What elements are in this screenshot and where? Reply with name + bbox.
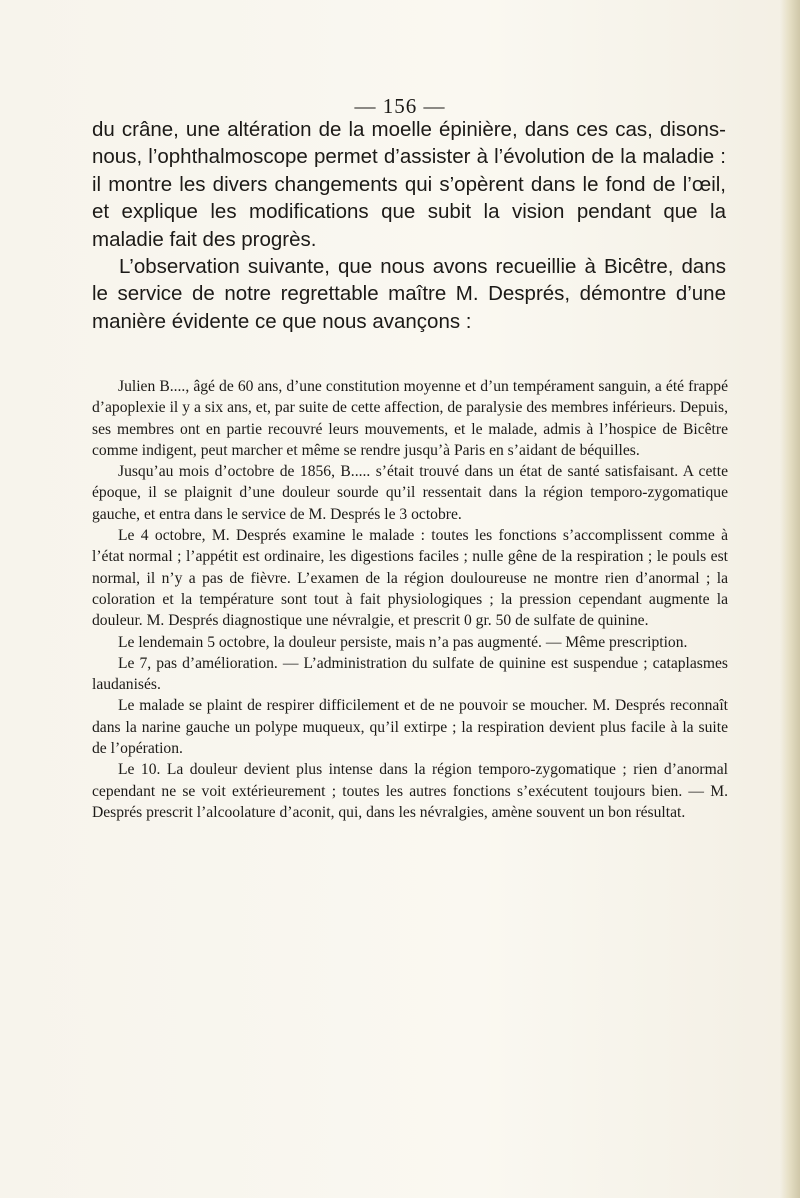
observation-paragraph-4: Le lendemain 5 octobre, la douleur persiste, mais n’a pas augmenté. — Même prescription. <box>118 633 688 651</box>
lead-paragraph-2: L’observation suivante, que nous avons recueillie à Bicêtre, dans le service de notre regrettable maître M. Després, démontre d’une manière évidente ce que nous avançons : <box>92 255 726 333</box>
observation-paragraph-3: Le 4 octobre, M. Després examine le malade : toutes les fonctions s’accomplissent comme à l’état normal ; l’appétit est ordinaire, les digestions faciles ; nulle gêne de la respiration ; le pouls est normal, il n’y a pas de fièvre. L’examen de la région douloureuse ne montre rien d’anormal ; la coloration et la température sont tout à fait physiologiques ; la pression cependant augmente la douleur. M. Després diagnostique une névralgie, et prescrit 0 gr. 50 de sulfate de quinine. <box>92 527 728 630</box>
observation-paragraph-2: Jusqu’au mois d’octobre de 1856, B..... s’était trouvé dans un état de santé satisfaisant. A cette époque, il se plaignit d’une douleur sourde qu’il ressentait dans la région temporo-zygomatique gauche, et entra dans le service de M. Després le 3 octobre. <box>92 463 728 523</box>
page-edge-shadow <box>780 0 800 1198</box>
observation-paragraph-1: Julien B...., âgé de 60 ans, d’une constitution moyenne et d’un tempérament sanguin, a été frappé d’apoplexie il y a six ans, et, par suite de cette affection, de paralysie des membres inférieurs. Depuis, ses membres ont en partie recouvré leurs mouvements, et le malade, admis à l’hospice de Bicêtre comme indigent, peut marcher et même se rendre jusqu’à Paris en s’aidant de béquilles. <box>92 378 728 459</box>
observation-paragraph-5: Le 7, pas d’amélioration. — L’administration du sulfate de quinine est suspendue ; cataplasmes laudanisés. <box>92 654 728 694</box>
lead-paragraph-1: du crâne, une altération de la moelle épinière, dans ces cas, disons-nous, l’ophthalmoscope permet d’assister à l’évolution de la maladie : il montre les divers changements qui s’opèrent dans le fond de l’œil, et explique les modifications que subit la vision pendant que la maladie fait des progrès. <box>92 118 726 251</box>
observation-text <box>92 376 728 823</box>
page-number: — 156 — <box>354 94 446 118</box>
lead-text <box>92 116 726 335</box>
observation-paragraph-6: Le malade se plaint de respirer difficilement et de ne pouvoir se moucher. M. Després reconnaît dans la narine gauche un polype muqueux, qu’il extirpe ; la respiration devient plus facile à la suite de l’opération. <box>92 697 728 758</box>
observation-paragraph-7: Le 10. La douleur devient plus intense dans la région temporo-zygomatique ; rien d’anormal cependant ne se voit extérieurement ; toutes les autres fonctions s’exécutent toujours bien. — M. Després prescrit l’alcoolature d’aconit, qui, dans les névralgies, amène souvent un bon résultat. <box>92 761 728 821</box>
